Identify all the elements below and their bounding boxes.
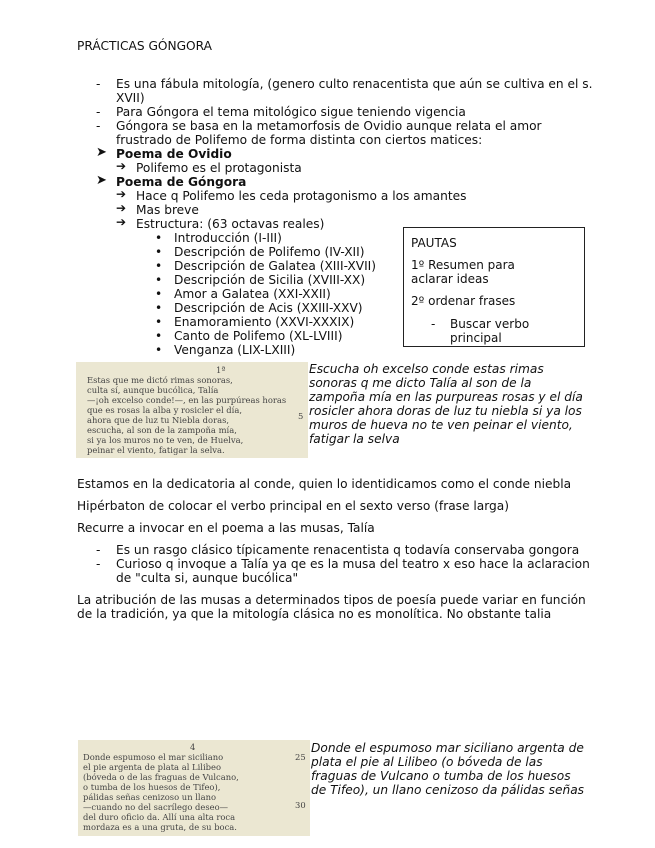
list-item: Descripción de Acis (XXIII-XXV) xyxy=(174,301,363,315)
arrowhead-bullet-icon: ➤ xyxy=(96,145,107,160)
gongora-heading: Poema de Góngora xyxy=(116,175,247,189)
paraphrase-line: fraguas de Vulcano o tumba de los huesos xyxy=(311,769,571,783)
scanned-excerpt-1 xyxy=(76,362,308,458)
paraphrase-line: zampoña mía en las purpureas rosas y el día xyxy=(309,390,583,404)
list-item: Descripción de Sicilia (XVIII-XX) xyxy=(174,273,366,287)
paraphrase-line: sonoras q me dicto Talía al son de la xyxy=(309,376,532,390)
pautas-box xyxy=(403,227,585,347)
bullet-dot-icon: • xyxy=(155,315,163,329)
paraphrase-line: rosicler ahora doras de luz tu niebla si ya los xyxy=(309,404,582,418)
bullet-dot-icon: • xyxy=(155,231,163,245)
list-item: de "culta si, aunque bucólica" xyxy=(116,571,299,585)
poem-line: Estas que me dictó rimas sonoras, xyxy=(87,375,233,385)
list-item: Hace q Polifemo les ceda protagonismo a los amantes xyxy=(136,189,467,203)
list-item: Descripción de Galatea (XIII-XVII) xyxy=(174,259,377,273)
pautas-subitem: principal xyxy=(450,331,502,345)
bullet-dash: - xyxy=(431,317,436,331)
margin-number: 30 xyxy=(295,800,306,810)
list-item: Mas breve xyxy=(136,203,199,217)
arrow-right-icon: ➔ xyxy=(116,215,127,229)
stanza-number: 1ª xyxy=(216,365,226,375)
paragraph: La atribución de las musas a determinados tipos de poesía puede variar en función xyxy=(77,593,586,607)
pautas-item: 2º ordenar frases xyxy=(411,294,516,308)
poem-line: ahora que de luz tu Niebla doras, xyxy=(87,415,230,425)
bullet-dash: - xyxy=(96,543,101,557)
bullet-dash: - xyxy=(96,77,101,91)
poem-line: peinar el viento, fatigar la selva. xyxy=(87,445,225,455)
paragraph: Recurre a invocar en el poema a las musas, Talía xyxy=(77,521,375,535)
list-item: frustrado de Polifemo de forma distinta con ciertos matices: xyxy=(116,133,483,147)
list-item: Amor a Galatea (XXI-XXII) xyxy=(174,287,331,301)
bullet-dot-icon: • xyxy=(155,259,163,273)
bullet-dash: - xyxy=(96,557,101,571)
paraphrase-line: Escucha oh excelso conde estas rimas xyxy=(309,362,544,376)
pautas-subitem: Buscar verbo xyxy=(450,317,530,331)
paragraph: Estamos en la dedicatoria al conde, quien lo identidicamos como el conde niebla xyxy=(77,477,572,491)
poem-line: Donde espumoso el mar siciliano xyxy=(83,752,224,762)
arrow-right-icon: ➔ xyxy=(116,159,127,173)
poem-line: mordaza es a una gruta, de su boca. xyxy=(83,822,237,832)
list-item: Góngora se basa en la metamorfosis de Ovidio aunque relata el amor xyxy=(116,119,542,133)
margin-number: 5 xyxy=(298,411,304,421)
scanned-excerpt-4 xyxy=(78,740,310,836)
list-item: Introducción (I-III) xyxy=(174,231,282,245)
bullet-dot-icon: • xyxy=(155,273,163,287)
poem-line: el pie argenta de plata al Lilibeo xyxy=(83,762,222,772)
page-title: PRÁCTICAS GÓNGORA xyxy=(77,39,212,53)
ovidio-heading: Poema de Ovidio xyxy=(116,147,232,161)
margin-number: 25 xyxy=(295,752,306,762)
bullet-dot-icon: • xyxy=(155,343,163,357)
paragraph: de la tradición, ya que la mitología clásica no es monolítica. No obstante talia xyxy=(77,607,552,621)
bullet-dot-icon: • xyxy=(155,329,163,343)
poem-line: que es rosas la alba y rosicler el día, xyxy=(87,405,243,415)
list-item: Polifemo es el protagonista xyxy=(136,161,302,175)
poem-line: si ya los muros no te ven, de Huelva, xyxy=(87,435,244,445)
list-item: Es un rasgo clásico típicamente renacentista q todavía conservaba gongora xyxy=(116,543,580,557)
list-item: Descripción de Polifemo (IV-XII) xyxy=(174,245,365,259)
poem-line: culta sí, aunque bucólica, Talía xyxy=(87,385,219,395)
paraphrase-line: de Tifeo), un llano cenizoso da pálidas señas xyxy=(311,783,585,797)
paraphrase-line: muros de hueva no te ven peinar el viento, xyxy=(309,418,573,432)
paraphrase-line: plata el pie al Lilibeo (o bóveda de las xyxy=(311,755,543,769)
list-item: Canto de Polifemo (XL-LVIII) xyxy=(174,329,343,343)
list-item: Para Góngora el tema mitológico sigue teniendo vigencia xyxy=(116,105,466,119)
poem-line: —cuando no del sacrílego deseo— xyxy=(83,802,229,812)
list-item: XVII) xyxy=(116,91,145,105)
bullet-dash: - xyxy=(96,119,101,133)
list-item: Venganza (LIX-LXIII) xyxy=(174,343,296,357)
bullet-dot-icon: • xyxy=(155,245,163,259)
poem-line: o tumba de los huesos de Tifeo), xyxy=(83,782,221,792)
list-item: Es una fábula mitología, (genero culto renacentista que aún se cultiva en el s. xyxy=(116,77,593,91)
paragraph: Hipérbaton de colocar el verbo principal en el sexto verso (frase larga) xyxy=(77,499,510,513)
poem-line: —¡oh excelso conde!—, en las purpúreas horas xyxy=(87,395,287,405)
list-item: Enamoramiento (XXVI-XXXIX) xyxy=(174,315,355,329)
poem-line: del duro oficio da. Allí una alta roca xyxy=(83,812,236,822)
arrow-right-icon: ➔ xyxy=(116,201,127,215)
bullet-dash: - xyxy=(96,105,101,119)
pautas-item: aclarar ideas xyxy=(411,272,489,286)
paraphrase-line: fatigar la selva xyxy=(309,432,400,446)
pautas-title: PAUTAS xyxy=(411,236,457,250)
paraphrase-line: Donde el espumoso mar siciliano argenta de xyxy=(311,741,584,755)
pautas-item: 1º Resumen para xyxy=(411,258,515,272)
arrow-right-icon: ➔ xyxy=(116,187,127,201)
list-item: Curioso q invoque a Talía ya qe es la musa del teatro x eso hace la aclaracion xyxy=(116,557,590,571)
list-item: Estructura: (63 octavas reales) xyxy=(136,217,325,231)
bullet-dot-icon: • xyxy=(155,301,163,315)
poem-line: pálidas señas cenizoso un llano xyxy=(83,792,217,802)
bullet-dot-icon: • xyxy=(155,287,163,301)
stanza-number: 4 xyxy=(190,742,196,752)
arrowhead-bullet-icon: ➤ xyxy=(96,173,107,188)
poem-line: escucha, al son de la zampoña mía, xyxy=(87,425,237,435)
poem-line: (bóveda o de las fraguas de Vulcano, xyxy=(83,772,239,782)
